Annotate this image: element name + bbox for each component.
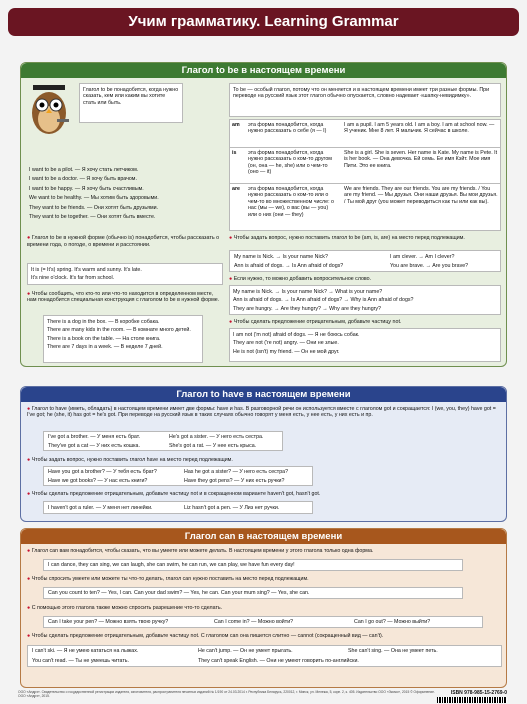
section-can (20, 528, 507, 688)
section-to-have (20, 386, 507, 522)
be-weather-ex-0: It is (= It's) spring. It's warm and sunny. It's late. (31, 267, 142, 273)
be-left-ex-0: I want to be a pilot. — Я хочу стать летчиком. (29, 167, 139, 173)
have-q-ex-2: Have we got books? — У нас есть книги? (48, 478, 148, 484)
have-question-note: ● Чтобы задать вопрос, нужно поставить глагол have на место перед подлежащим. (27, 457, 233, 463)
be-q-ex-2: I am clever. → Am I clever? (390, 254, 455, 260)
form-row-is (230, 148, 500, 184)
have-ex-0: I've got a brother. — У меня есть брат. (48, 434, 141, 440)
be-weather-note: ● Глагол to be в нужной форме (обычно is) понадобится, чтобы рассказать о времени года, о погоде, о времени и расстоянии. (27, 235, 220, 248)
be-neg-ex-1: They are not ('re not) angry. — Они не злые. (233, 340, 339, 347)
can-perm-note: ● С помощью этого глагола также можно спросить разрешение что-то сделать. (27, 605, 223, 611)
have-neg-note: ● Чтобы сделать предложение отрицательным, добавьте частицу not и в сокращенном варианте haven't got, hasn't got. (27, 491, 321, 497)
owl-illustration (27, 83, 71, 143)
can-neg-ex-4: They can't speak English. — Они не умеют говорить по-английски. (198, 658, 359, 664)
have-neg-examples (43, 501, 313, 514)
can-neg-ex-0: I can't ski. — Я не умею кататься на лыжах. (32, 648, 139, 654)
form-is-word: is (232, 150, 237, 156)
be-wh-ex-1: Ann is afraid of dogs. → Is Ann afraid of dogs? → Why is Ann afraid of dogs? (233, 297, 414, 304)
can-neg-ex-2: She can't sing. — Она не умеет петь. (348, 648, 438, 654)
be-neg-examples (229, 328, 501, 362)
be-wh-note: ● Если нужно, то можно добавить вопросительное слово. (229, 276, 372, 282)
be-intro-text: Глагол to be понадобится, когда нужно сказать, кем или каким вы хотите стать или быть. (83, 87, 179, 106)
be-neg-note-text: Чтобы сделать предложение отрицательным, добавьте частицу not. (233, 319, 402, 325)
have-neg-ex-1: Liz hasn't got a pen. — У Лиз нет ручки. (184, 505, 280, 511)
be-wh-ex-0: My name is Nick. → Is your name Nick? → What is your name? (233, 289, 383, 295)
have-note-text: Глагол to have (иметь, обладать) в настоящем времени имеет две формы: have и has. В разговорной речи он используется вместе с глаголом got и сокращается: I (we, you, they) have got = I've got; he (she, it) has got = he's got. При переводе на русский язык в таких случаях обычно говорят у меня есть, у нее есть, у них есть и пр. (27, 406, 496, 419)
can-neg-ex-1: He can't jump. — Он не умеет прыгать. (198, 648, 293, 654)
have-q-ex-1: Has he got a sister? — У него есть сестра? (184, 469, 289, 475)
can-perm-ex-0: Can I take your pen? — Можно взять твою ручку? (48, 619, 169, 625)
form-is-desc: эта форма понадобится, когда нужно рассказать о ком-то другом (он, она — he, she) или о чем-то (оно — it) (248, 150, 332, 176)
can-question-note-text: Чтобы спросить умеете или можете ты что-то делать, глагол can нужно поставить на место перед подлежащим. (31, 576, 309, 582)
be-weather-examples (27, 263, 223, 285)
can-question-examples (43, 587, 463, 599)
have-neg-ex-0: I haven't got a ruler. — У меня нет линейки. (48, 505, 153, 511)
can-ex: I can dance, they can sing, we can laugh, she can swim, he can run, we can play, we have fun every day! (48, 562, 295, 568)
be-left-examples (29, 167, 189, 221)
form-are-word: are (232, 186, 240, 192)
footer-imprint: ООО «Андрэ». Свидетельство о государственной регистрации издателя, изготовителя, распространителя печатных изданий № 1/190 от 24.03.2014 г. Республика Беларусь, 220012, г. Минск, ул. Мележа, 5, корп. 2, к. 405. Издательство ООО «Эксмо», 2015 © Оформление. ООО «Андрэ», 2015. (18, 690, 435, 699)
can-note: ● Глагол can вам понадобится, чтобы сказать, что вы умеете или можете делать. В настоящем времени у этого глагола только одна форма. (27, 548, 374, 554)
be-wh-note-text: Если нужно, то можно добавить вопросительное слово. (233, 276, 372, 282)
section-to-be-header: Глагол to be в настоящем времени (21, 63, 506, 78)
form-are-example: We are friends. They are our friends. You are my friends. / You are my friend. — Мы друзья. Они наши друзья. Вы мои друзья. / Ты мой друг (you может переводиться как ты или как вы). (344, 186, 498, 205)
be-there-ex-0: There is a dog in the box. — В коробке собака. (47, 319, 160, 325)
be-wh-examples (229, 285, 501, 315)
be-q-ex-3: You are brave. → Are you brave? (390, 263, 469, 269)
be-wh-ex-2: They are hungry. → Are they hungry? → Why are they hungry? (233, 305, 381, 312)
be-left-ex-2: I want to be happy. — Я хочу быть счастливым. (29, 185, 144, 192)
can-neg-examples (27, 645, 502, 667)
be-right-intro-text: To be — особый глагол, потому что он меняется и в настоящем времени имеет три разные формы. При переводе на русский язык этот глагол обычно опускается, словно надевает «шапку-невидимку». (233, 87, 490, 100)
be-question-examples (229, 250, 501, 272)
can-question-note: ● Чтобы спросить умеете или можете ты что-то делать, глагол can нужно поставить на место перед подлежащим. (27, 576, 309, 582)
be-left-ex-4: They want to be friends. — Они хотят быть друзьями. (29, 204, 159, 211)
can-neg-note: ● Чтобы сделать предложение отрицательным, добавьте частицу not. С глаголом can она пишется слитно — cannot (сокращенный вид — can't). (27, 633, 384, 639)
can-examples (43, 559, 463, 571)
be-there-note-text: Чтобы сообщить, что кто-то или что-то находится в определенном месте, нам понадобится специальная конструкция с глаголом to be в нужной форме. (27, 291, 220, 304)
be-there-note: ● Чтобы сообщить, что кто-то или что-то находится в определенном месте, нам понадобится специальная конструкция с глаголом to be в нужной форме. (27, 291, 220, 304)
isbn: ISBN 978-985-15-2769-0 (450, 690, 507, 696)
be-right-intro (229, 83, 501, 117)
have-question-note-text: Чтобы задать вопрос, нужно поставить глагол have на место перед подлежащим. (31, 457, 233, 463)
have-question-examples (43, 466, 313, 486)
be-weather-ex-1: It's nine o'clock. It's far from school. (31, 275, 115, 282)
can-perm-examples (43, 616, 483, 628)
have-neg-note-text: Чтобы сделать предложение отрицательным, добавьте частицу not и в сокращенном варианте haven't got, hasn't got. (31, 491, 321, 497)
can-neg-note-text: Чтобы сделать предложение отрицательным, добавьте частицу not. С глаголом can она пишется слитно — cannot (сокращенный вид — can't). (31, 633, 384, 639)
be-intro-box (79, 83, 183, 123)
can-note-text: Глагол can вам понадобится, чтобы сказать, что вы умеете или можете делать. В настоящем времени у этого глагола только одна форма. (31, 548, 374, 554)
form-am-desc: эта форма понадобится, когда нужно рассказать о себе (я — I) (248, 122, 327, 135)
page-title: Учим грамматику. Learning Grammar (8, 8, 519, 36)
be-question-note: ● Чтобы задать вопрос, нужно поставить глагол to be (am, is, are) на место перед подлежащим. (229, 235, 465, 241)
be-left-ex-1: I want to be a doctor. — Я хочу быть врачом. (29, 176, 137, 183)
be-there-ex-1: There are many kids in the room. — В комнате много детей. (47, 327, 191, 334)
have-q-ex-0: Have you got a brother? — У тебя есть брат? (48, 469, 157, 475)
can-q-ex: Can you count to ten? — Yes, I can. Can your dad swim? — Yes, he can. Can your mum sing? — Yes, she can. (48, 590, 310, 596)
section-to-be (20, 62, 507, 367)
be-left-ex-3: We want to be healthy. — Мы хотим быть здоровыми. (29, 195, 159, 202)
form-row-am (230, 120, 500, 148)
be-q-ex-1: Ann is afraid of dogs. → Is Ann afraid of dogs? (234, 263, 344, 269)
form-are-desc: эта форма понадобится, когда нужно рассказать о ком-то или о чем-то во множественном числе: о нас (мы — we), о вас (вы — you) или о них (они — they) (248, 186, 334, 218)
have-ex-2: They've got a cat — У них есть кошка. (48, 443, 140, 449)
be-left-ex-5: They want to be together. — Они хотят быть вместе. (29, 214, 156, 221)
be-weather-note-text: Глагол to be в нужной форме (обычно is) понадобится, чтобы рассказать о времени года, о погоде, о времени и расстоянии. (27, 235, 220, 248)
be-there-examples (43, 315, 203, 363)
form-is-example: She is a girl. She is seven. Her name is Kate. My name is Pete. It is her book. — Она девочка. Ей семь. Ее имя Кэйт. Мое имя Пити. Это ее книга. (344, 150, 498, 169)
be-forms-table (229, 119, 501, 231)
section-to-have-header: Глагол to have в настоящем времени (21, 387, 506, 402)
can-perm-note-text: С помощью этого глагола также можно спросить разрешение что-то сделать. (31, 605, 223, 611)
can-neg-ex-3: You can't read. — Ты не умеешь читать. (32, 658, 130, 664)
owl-teacher-icon (27, 83, 71, 143)
barcode (437, 697, 507, 703)
be-q-ex-0: My name is Nick. → Is your name Nick? (234, 254, 328, 260)
form-row-are (230, 184, 500, 232)
be-there-ex-3: There are 7 days in a week. — В неделе 7 дней. (47, 344, 163, 351)
have-ex-1: He's got a sister. — У него есть сестра. (169, 434, 264, 440)
can-perm-ex-1: Can I come in? — Можно войти? (214, 619, 294, 625)
be-neg-ex-2: He is not (isn't) my friend. — Он не мой друг. (233, 348, 340, 355)
form-am-word: am (232, 122, 240, 128)
form-am-example: I am a pupil. I am 5 years old. I am a boy. I am at school now. — Я ученик. Мне 8 лет. Я мальчик. Я сейчас в школе. (344, 122, 495, 135)
have-note: ● Глагол to have (иметь, обладать) в настоящем времени имеет две формы: have и has. В разговорной речи он используется вместе с глаголом got и сокращается: I (we, you, they) have got = I've got; he (she, it) has got = he's got. При переводе на русский язык в таких случаях обычно говорят у меня есть, у нее есть, у них есть и пр. (27, 406, 496, 419)
be-there-ex-2: There is a book on the table. — На столе книга. (47, 335, 161, 342)
have-q-ex-3: Have they got pens? — У них есть ручки? (184, 478, 285, 484)
have-ex-3: She's got a rat. — У нее есть крыса. (169, 443, 257, 449)
can-perm-ex-2: Can I go out? — Можно выйти? (354, 619, 431, 625)
section-can-header: Глагол can в настоящем времени (21, 529, 506, 544)
be-question-note-text: Чтобы задать вопрос, нужно поставить глагол to be (am, is, are) на место перед подлежащим. (233, 235, 465, 241)
have-examples (43, 431, 283, 451)
be-neg-ex-0: I am not ('m not) afraid of dogs. — Я не боюсь собак. (233, 332, 360, 338)
be-neg-note: ● Чтобы сделать предложение отрицательным, добавьте частицу not. (229, 319, 402, 325)
